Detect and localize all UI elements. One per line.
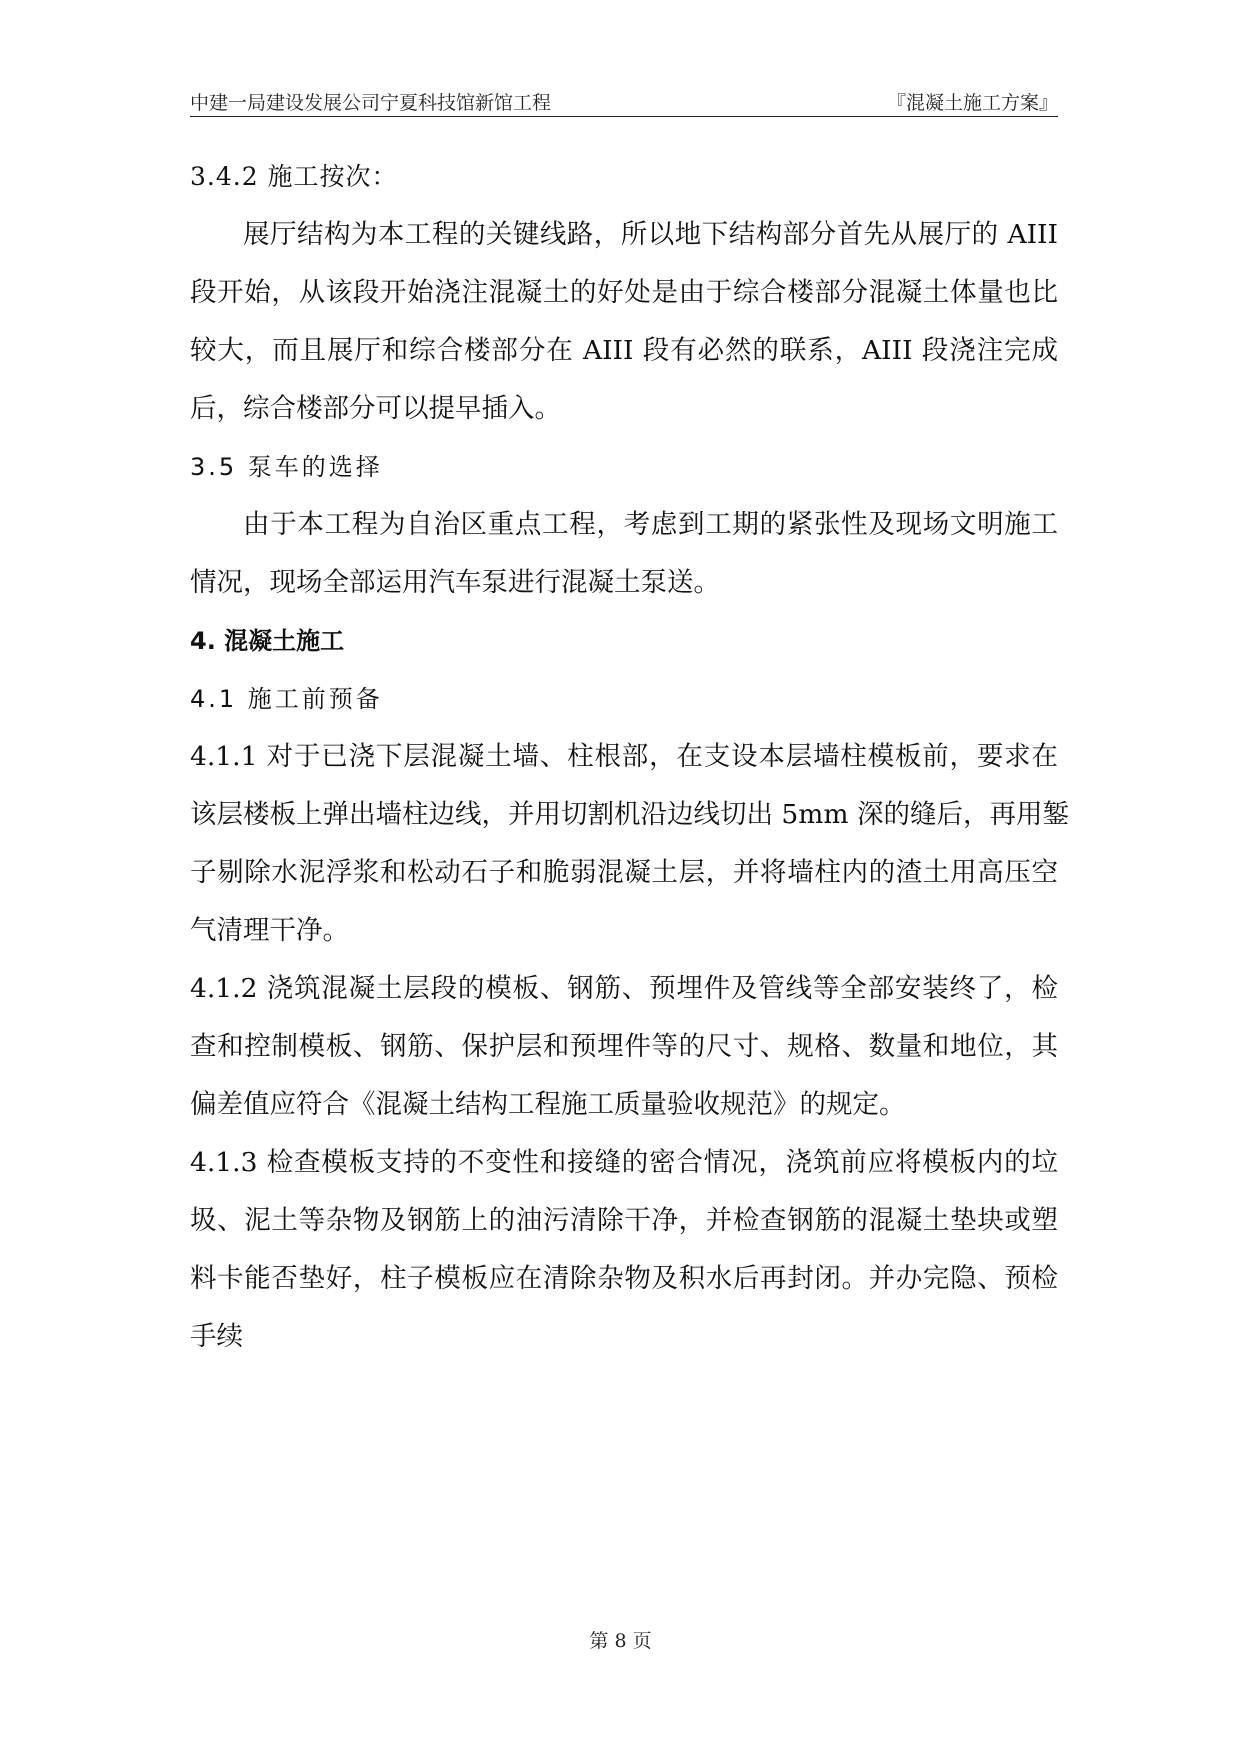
section-4-1-3-line-3: 料卡能否垫好，柱子模板应在清除杂物及积水后再封闭。并办完隐、预检 bbox=[190, 1263, 1058, 1294]
page-header bbox=[190, 86, 1058, 117]
section-3-5-line-2: 情况，现场全部运用汽车泵进行混凝土泵送。 bbox=[190, 567, 720, 598]
section-4-1-2-line-2: 查和控制模板、钢筋、保护层和预埋件等的尺寸、规格、数量和地位，其 bbox=[190, 1031, 1058, 1062]
section-4-1-3-line-2: 圾、泥土等杂物及钢筋上的油污清除干净，并检查钢筋的混凝土垫块或塑 bbox=[190, 1205, 1058, 1236]
section-4-1-heading: 4.1 施工前预备 bbox=[190, 685, 383, 713]
section-3-5-line-1: 由于本工程为自治区重点工程，考虑到工期的紧张性及现场文明施工 bbox=[243, 509, 1058, 540]
section-4-1-1-line-4: 气清理干净。 bbox=[190, 915, 349, 946]
section-3-4-2-line-2: 段开始，从该段开始浇注混凝土的好处是由于综合楼部分混凝土体量也比 bbox=[190, 277, 1058, 308]
section-3-4-2-heading: 3.4.2 施工按次： bbox=[190, 162, 398, 191]
section-4-1-1-line-1: 4.1.1 对于已浇下层混凝土墙、柱根部，在支设本层墙柱模板前，要求在 bbox=[190, 741, 1058, 772]
header-document-title: 『混凝土施工方案』 bbox=[886, 92, 1058, 114]
section-4-1-2-line-1: 4.1.2 浇筑混凝土层段的模板、钢筋、预埋件及管线等全部安装终了，检 bbox=[190, 973, 1058, 1004]
section-4-1-3-line-4: 手续 bbox=[190, 1321, 243, 1352]
header-project-name: 中建一局建设发展公司宁夏科技馆新馆工程 bbox=[190, 92, 552, 114]
section-4-1-1-line-3: 子剔除水泥浮浆和松动石子和脆弱混凝土层，并将墙柱内的渣土用高压空 bbox=[190, 857, 1058, 888]
section-4-1-2-line-3: 偏差值应符合《混凝土结构工程施工质量验收规范》的规定。 bbox=[190, 1089, 906, 1120]
section-3-4-2-line-3: 较大，而且展厅和综合楼部分在 AIII 段有必然的联系，AIII 段浇注完成 bbox=[190, 335, 1058, 366]
section-4-1-1-line-2: 该层楼板上弹出墙柱边线，并用切割机沿边线切出 5mm 深的缝后，再用錾 bbox=[190, 799, 1069, 830]
section-3-4-2-line-1: 展厅结构为本工程的关键线路，所以地下结构部分首先从展厅的 AIII bbox=[243, 219, 1058, 250]
page-number: 第 8 页 bbox=[589, 1630, 652, 1652]
section-4-1-3-line-1: 4.1.3 检查模板支持的不变性和接缝的密合情况，浇筑前应将模板内的垃 bbox=[190, 1147, 1058, 1178]
page-content bbox=[190, 148, 1069, 1366]
section-4-heading: 4. 混凝土施工 bbox=[190, 627, 345, 655]
section-3-4-2-line-4: 后，综合楼部分可以提早插入。 bbox=[190, 393, 561, 424]
section-3-5-heading: 3.5 泵车的选择 bbox=[190, 453, 383, 481]
